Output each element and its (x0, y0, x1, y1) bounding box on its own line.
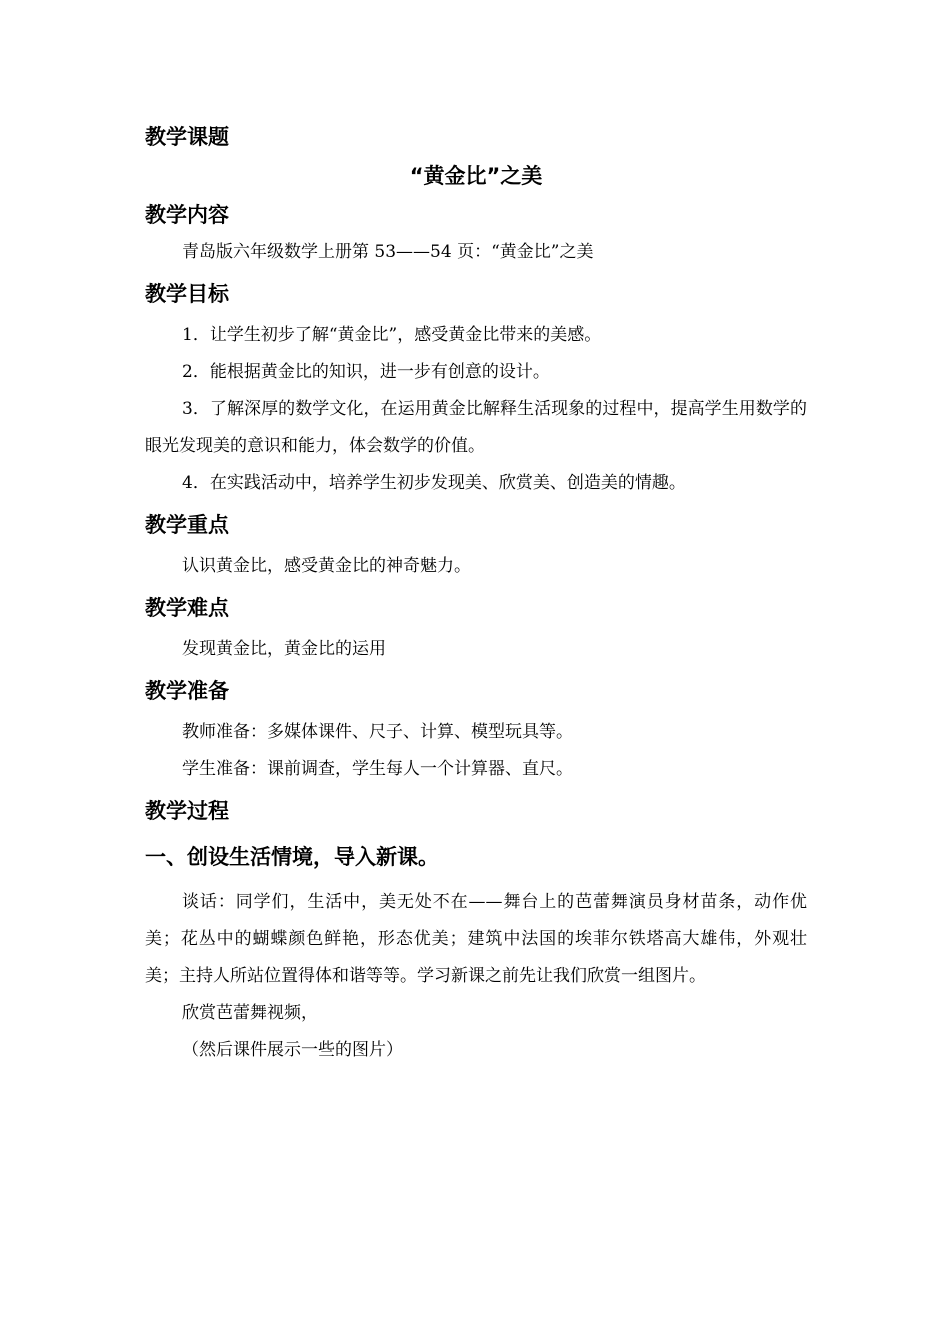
preparation-item: 教师准备：多媒体课件、尺子、计算、模型玩具等。 (182, 722, 573, 742)
section-paragraph: 欣赏芭蕾舞视频， (182, 1003, 318, 1023)
section-paragraph: （然后课件展示一些的图片） (182, 1040, 403, 1060)
section-one-heading: 一、创设生活情境，导入新课。 (145, 845, 439, 869)
objective-item: 4．在实践活动中，培养学生初步发现美、欣赏美、创造美的情趣。 (182, 473, 686, 493)
objective-item: 2．能根据黄金比的知识，进一步有创意的设计。 (182, 362, 550, 382)
section-paragraph: 谈话：同学们，生活中，美无处不在——舞台上的芭蕾舞演员身材苗条，动作优美；花丛中的蝴蝶颜色鲜艳，形态优美；建筑中法国的埃菲尔铁塔高大雄伟，外观壮美；主持人所站位置得体和谐等等。学习新课之前先让我们欣赏一组图片。 (145, 892, 807, 986)
content-text: 青岛版六年级数学上册第 53——54 页：“黄金比”之美 (182, 242, 594, 262)
objectives-heading: 教学目标 (145, 282, 229, 306)
lesson-title: “黄金比”之美 (409, 164, 543, 188)
key-points-text: 认识黄金比，感受黄金比的神奇魅力。 (182, 556, 471, 576)
difficulties-heading: 教学难点 (145, 596, 229, 620)
difficulties-text: 发现黄金比，黄金比的运用 (182, 639, 386, 659)
preparation-item: 学生准备：课前调查，学生每人一个计算器、直尺。 (182, 759, 573, 779)
key-points-heading: 教学重点 (145, 513, 229, 537)
objective-item: 1．让学生初步了解“黄金比”，感受黄金比带来的美感。 (182, 325, 602, 345)
preparation-heading: 教学准备 (145, 679, 229, 703)
content-heading: 教学内容 (145, 203, 229, 227)
lesson-plan-document (145, 118, 807, 1069)
title-heading: 教学课题 (145, 125, 229, 149)
process-heading: 教学过程 (145, 799, 229, 823)
objective-item: 3．了解深厚的数学文化，在运用黄金比解释生活现象的过程中，提高学生用数学的眼光发现美的意识和能力，体会数学的价值。 (145, 399, 807, 456)
